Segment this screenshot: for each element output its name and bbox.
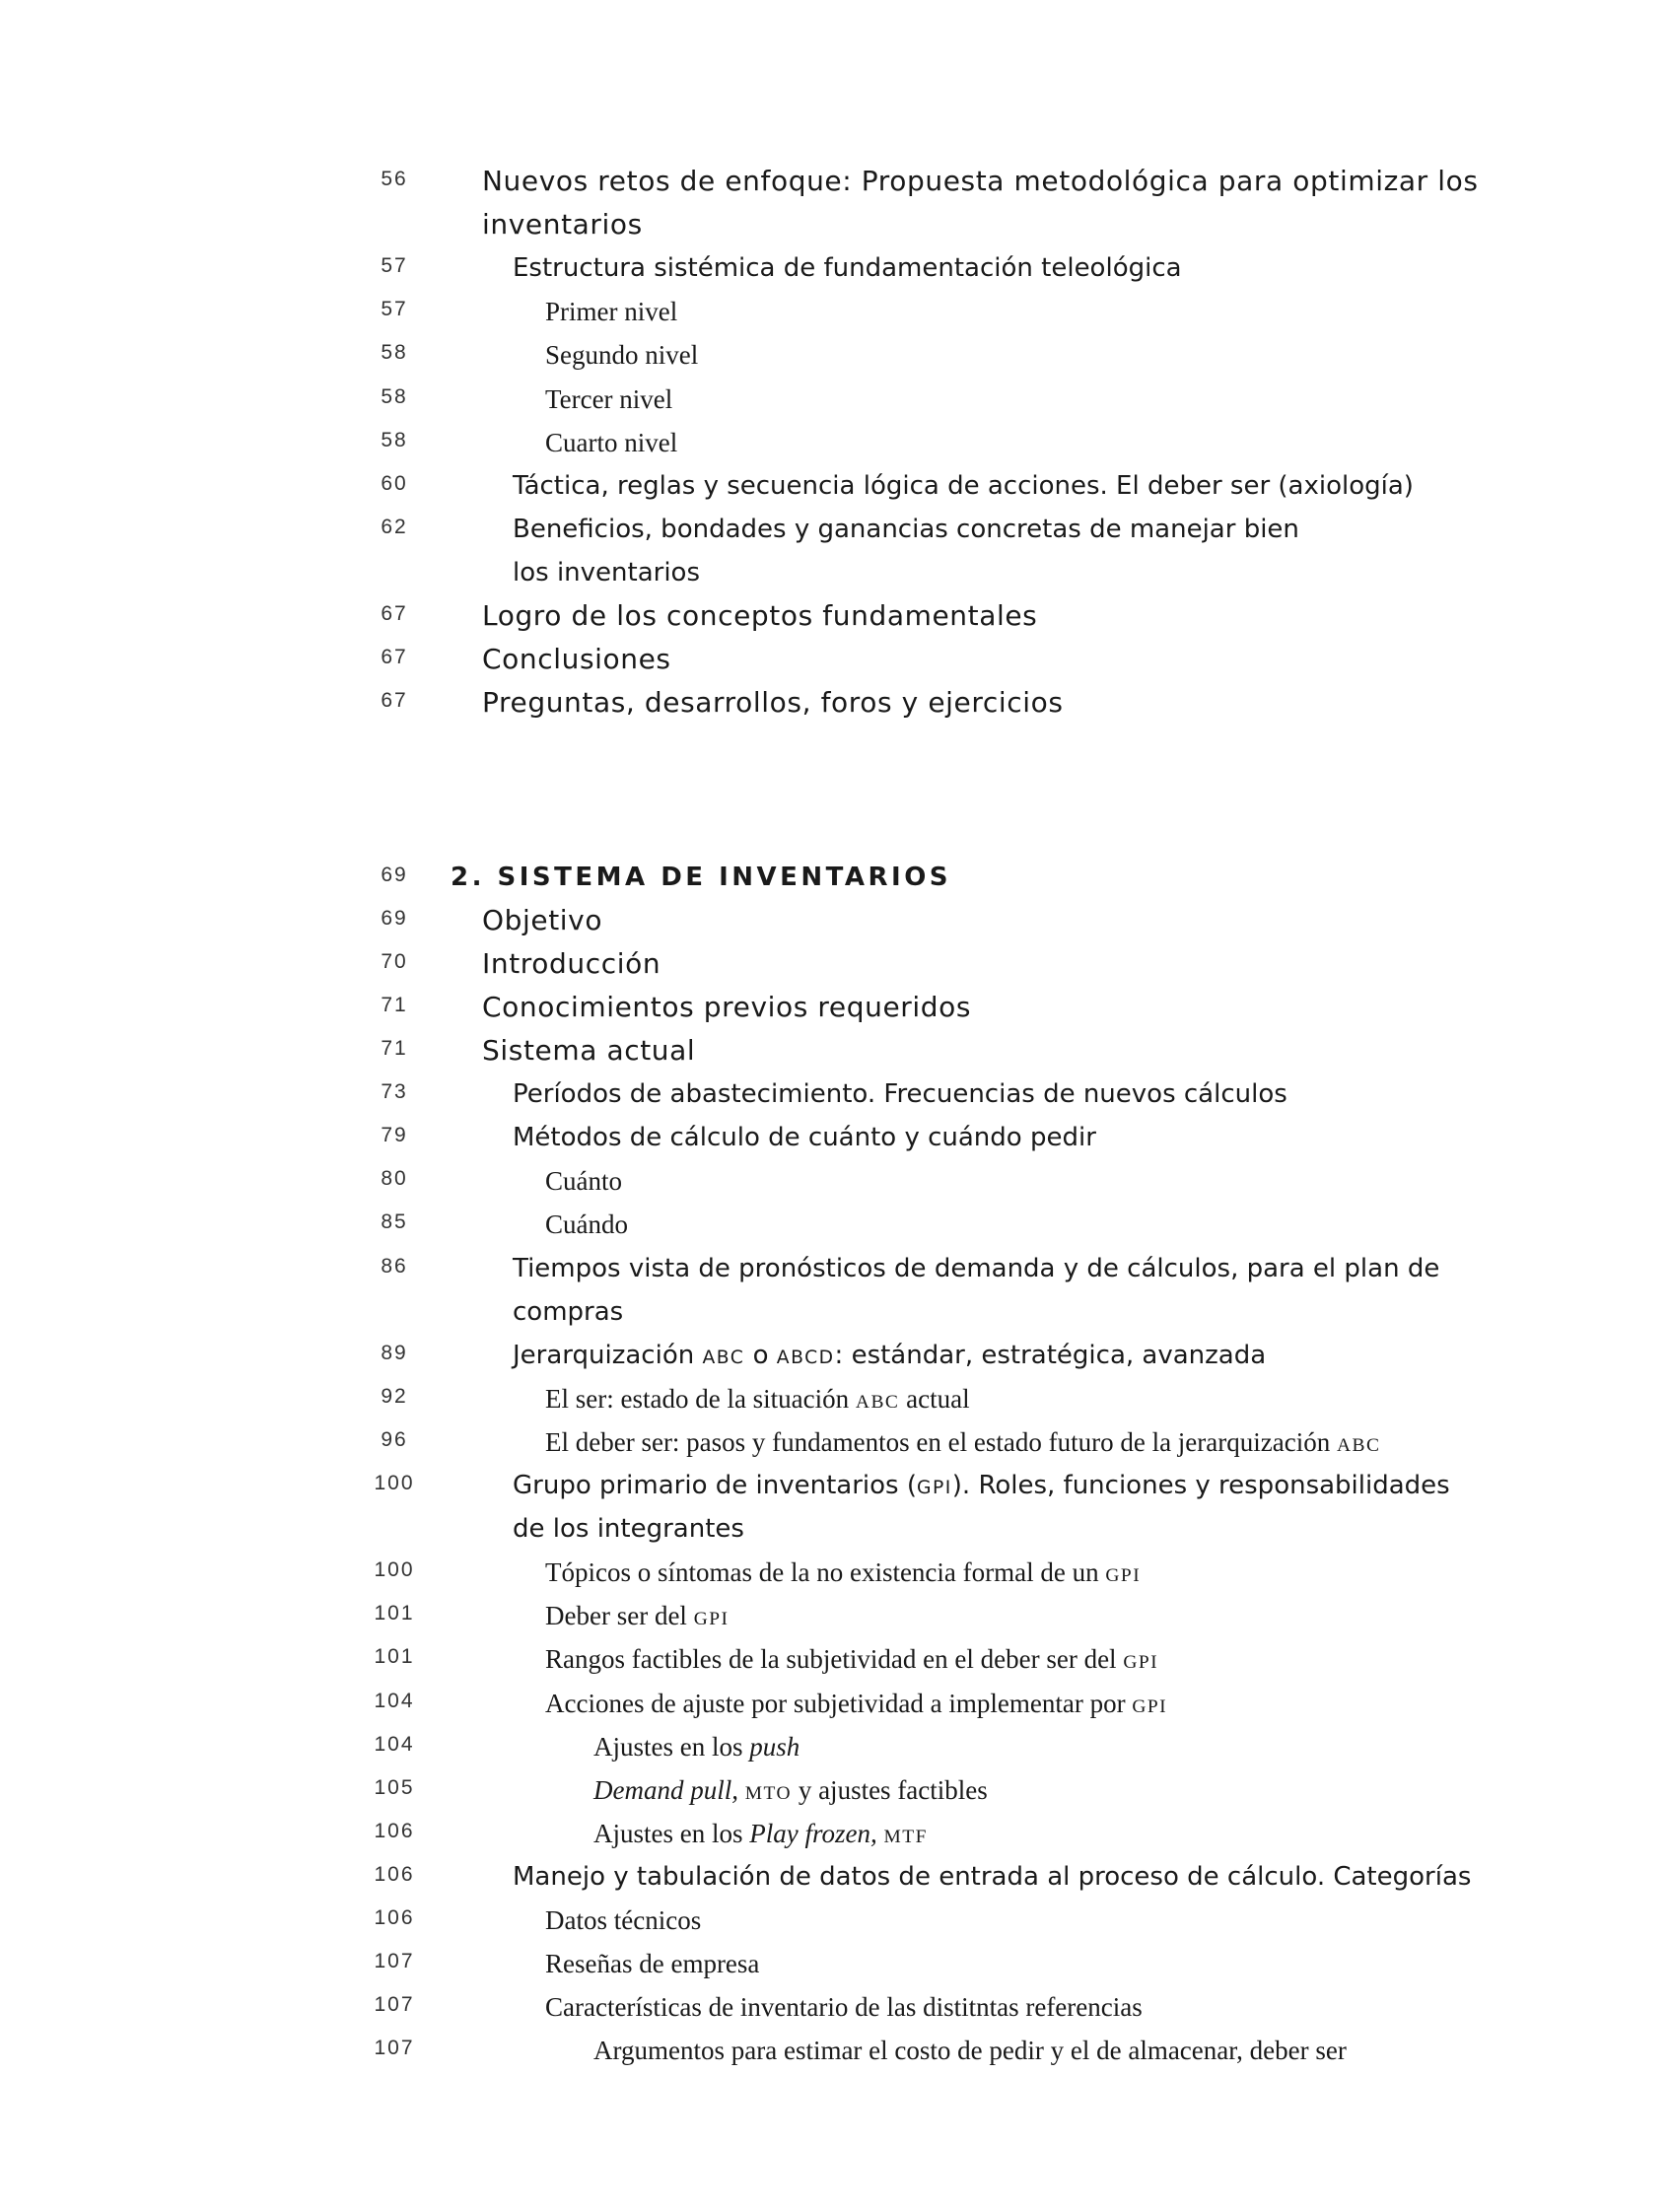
entry-title: Táctica, reglas y secuencia lógica de acciones. El deber ser (axiología) <box>513 470 1414 501</box>
page-number: 86 <box>381 1254 408 1278</box>
entry-title: El deber ser: pasos y fundamentos en el estado futuro de la jerarquización ABC <box>545 1426 1381 1457</box>
abbreviation: ABC <box>702 1347 745 1368</box>
page-number: 100 <box>374 1472 415 1494</box>
entry-title: Demand pull, MTO y ajustes factibles <box>593 1774 988 1805</box>
page-number: 60 <box>381 471 408 495</box>
abbreviation: ABC <box>1336 1434 1381 1456</box>
entry-title: Cuánto <box>545 1166 622 1197</box>
entry-title: Nuevos retos de enfoque: Propuesta metodológica para optimizar los <box>482 165 1479 197</box>
page-number: 92 <box>381 1384 408 1408</box>
entry-title: los inventarios <box>513 557 700 588</box>
page-number: 57 <box>381 254 408 278</box>
entry-title: Datos técnicos <box>545 1905 702 1935</box>
page-number: 70 <box>381 949 408 973</box>
page-number: 85 <box>381 1210 408 1234</box>
page-number: 69 <box>381 863 408 886</box>
page-number: 58 <box>381 341 408 365</box>
italic-term: Play frozen, <box>749 1818 877 1848</box>
italic-term: push <box>749 1731 800 1762</box>
entry-title: Logro de los conceptos fundamentales <box>482 599 1038 632</box>
page-number: 57 <box>381 298 408 321</box>
entry-title: Deber ser del GPI <box>545 1601 730 1631</box>
abbreviation: GPI <box>916 1478 952 1498</box>
entry-title: de los integrantes <box>513 1514 744 1545</box>
entry-title: Jerarquización ABC o ABCD: estándar, estratégica, avanzada <box>513 1340 1267 1370</box>
page-number: 67 <box>381 689 408 713</box>
abbreviation: ABC <box>855 1391 900 1413</box>
entry-title: Objetivo <box>482 903 603 936</box>
page-number: 106 <box>374 1862 415 1886</box>
page-number: 105 <box>374 1775 415 1799</box>
page-number: 69 <box>381 906 408 930</box>
abbreviation: MTF <box>883 1826 928 1847</box>
page-number: 106 <box>374 1819 415 1842</box>
entry-title: Preguntas, desarrollos, foros y ejercicios <box>482 686 1064 720</box>
page-number: 107 <box>374 1950 415 1973</box>
abbreviation: GPI <box>693 1609 730 1630</box>
entry-title: Introducción <box>482 946 661 980</box>
entry-title: Sistema actual <box>482 1034 696 1067</box>
page-number: 104 <box>374 1689 415 1712</box>
entry-title: Características de inventario de las distitntas referencias <box>545 1992 1143 2023</box>
page-number: 67 <box>381 646 408 669</box>
page-number: 107 <box>374 2037 415 2060</box>
page-number: 71 <box>381 1037 408 1060</box>
page-number: 67 <box>381 602 408 625</box>
page-number: 56 <box>381 168 408 190</box>
entry-title: Conclusiones <box>482 643 671 676</box>
entry-title: compras <box>513 1296 624 1327</box>
page-number: 104 <box>374 1732 415 1756</box>
entry-title: Argumentos para estimar el costo de pedir y el de almacenar, deber ser <box>593 2036 1347 2066</box>
abbreviation: GPI <box>1123 1652 1159 1674</box>
page-number: 101 <box>374 1645 415 1669</box>
entry-title: Estructura sistémica de fundamentación teleológica <box>513 253 1182 284</box>
entry-title: Primer nivel <box>545 297 678 327</box>
entry-title: 2. SISTEMA DE INVENTARIOS <box>451 862 952 892</box>
entry-title: inventarios <box>482 208 643 242</box>
entry-title: Rangos factibles de la subjetividad en el deber ser del GPI <box>545 1644 1159 1675</box>
page-number: 73 <box>381 1080 408 1104</box>
entry-title: Períodos de abastecimiento. Frecuencias de nuevos cálculos <box>513 1079 1287 1110</box>
entry-title: Ajustes en los Play frozen, MTF <box>593 1818 928 1848</box>
abbreviation: GPI <box>1105 1565 1142 1587</box>
page-number: 58 <box>381 428 408 451</box>
entry-title: Métodos de cálculo de cuánto y cuándo pedir <box>513 1123 1096 1153</box>
page-number: 80 <box>381 1167 408 1191</box>
page-number: 96 <box>381 1427 408 1451</box>
entry-title: Grupo primario de inventarios (GPI). Roles, funciones y responsabilidades <box>513 1471 1450 1500</box>
page-number: 58 <box>381 384 408 408</box>
entry-title: Tópicos o síntomas de la no existencia formal de un GPI <box>545 1557 1142 1588</box>
entry-title: Acciones de ajuste por subjetividad a implementar por GPI <box>545 1688 1168 1718</box>
entry-title: Segundo nivel <box>545 340 699 371</box>
page-number: 62 <box>381 515 408 538</box>
page-number: 101 <box>374 1602 415 1625</box>
entry-title: Reseñas de empresa <box>545 1949 760 1979</box>
abbreviation: ABCD <box>776 1347 835 1368</box>
page-number: 71 <box>381 993 408 1016</box>
entry-title: Beneficios, bondades y ganancias concretas de manejar bien <box>513 514 1299 544</box>
entry-title: El ser: estado de la situación ABC actual <box>545 1383 970 1414</box>
page-number: 107 <box>374 1993 415 2017</box>
entry-title: Manejo y tabulación de datos de entrada al proceso de cálculo. Categorías <box>513 1861 1472 1892</box>
entry-title: Tercer nivel <box>545 383 673 414</box>
page-number: 79 <box>381 1124 408 1147</box>
page-number: 89 <box>381 1341 408 1364</box>
entry-title: Tiempos vista de pronósticos de demanda y de cálculos, para el plan de <box>513 1253 1440 1283</box>
page-number: 106 <box>374 1906 415 1929</box>
entry-title: Cuarto nivel <box>545 427 678 457</box>
entry-title: Ajustes en los push <box>593 1731 800 1762</box>
abbreviation: MTO <box>744 1782 793 1804</box>
page-number: 100 <box>374 1558 415 1582</box>
italic-term: Demand pull, <box>593 1774 738 1805</box>
entry-title: Cuándo <box>545 1210 628 1240</box>
entry-title: Conocimientos previos requeridos <box>482 990 972 1023</box>
abbreviation: GPI <box>1132 1695 1168 1717</box>
